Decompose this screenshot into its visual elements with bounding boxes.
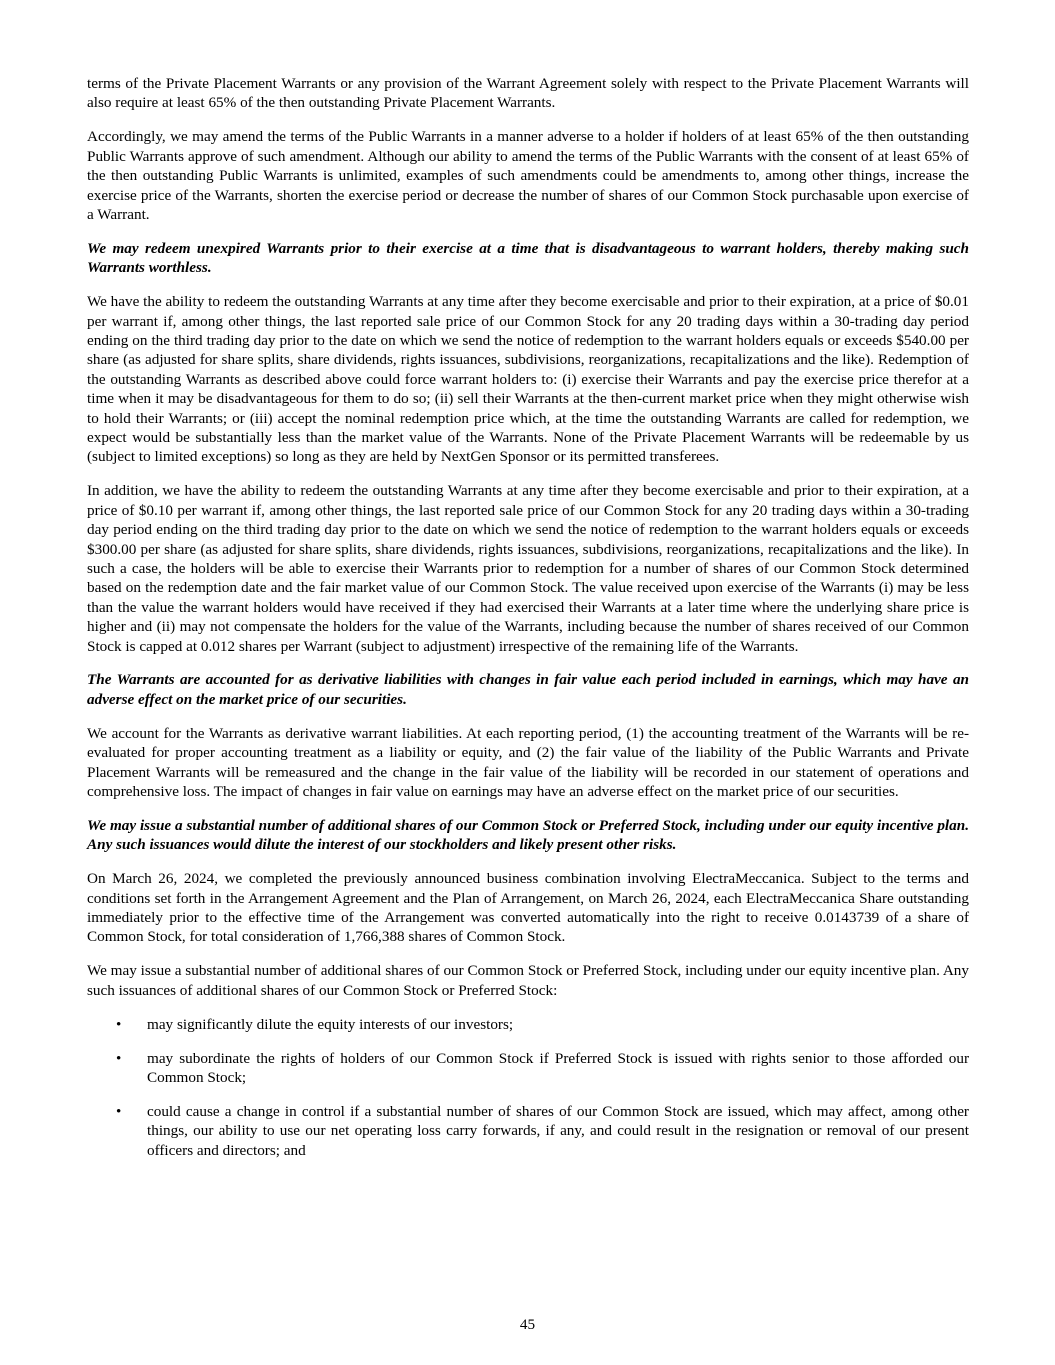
bullet-marker: • <box>116 1049 122 1067</box>
bullet-marker: • <box>116 1015 122 1033</box>
risk-heading-derivative-liabilities: The Warrants are accounted for as derivative liabilities with changes in fair value each period included in earnings, which may have an adverse effect on the market price of our securities. <box>87 671 969 708</box>
issuance-effects-list <box>87 1015 969 1160</box>
paragraph-redemption-001: We have the ability to redeem the outstanding Warrants at any time after they become exercisable and prior to their expiration, at a price of $0.01 per warrant if, among other things, the last reported sale price of our Common Stock for any 20 trading days within a 30-trading day period ending on the third trading day prior to the date on which we send the notice of redemption to the warrant holders equals or exceeds $540.00 per share (as adjusted for share splits, share dividends, rights issuances, subdivisions, reorganizations, recapitalizations and the like). Redemption of the outstanding Warrants as described above could force warrant holders to: (i) exercise their Warrants and pay the exercise price therefor at a time when it may be disadvantageous for them to do so; (ii) sell their Warrants at the then-current market price when they might otherwise wish to hold their Warrants; or (iii) accept the nominal redemption price which, at the time the outstanding Warrants are called for redemption, we expect would be substantially less than the market value of the Warrants. None of the Private Placement Warrants will be redeemable by us (subject to limited exceptions) so long as they are held by NextGen Sponsor or its permitted transferees. <box>87 293 969 466</box>
list-item <box>87 1015 969 1034</box>
document-page <box>87 74 969 1175</box>
list-item-text: may significantly dilute the equity interests of our investors; <box>147 1015 514 1033</box>
risk-heading-share-issuance: We may issue a substantial number of additional shares of our Common Stock or Preferred Stock, including under our equity incentive plan. Any such issuances would dilute the interest of our stockholders and likely present other risks. <box>87 816 969 854</box>
paragraph-public-warrant-amendment: Accordingly, we may amend the terms of the Public Warrants in a manner adverse to a holder if holders of at least 65% of the then outstanding Public Warrants approve of such amendment. Although our ability to amend the terms of the Public Warrants with the consent of at least 65% of the then outstanding Public Warrants is unlimited, examples of such amendments could be amendments to, among other things, increase the exercise price of the Warrants, shorten the exercise period or decrease the number of shares of our Common Stock purchasable upon exercise of a Warrant. <box>87 128 969 223</box>
risk-heading-redeem-warrants: We may redeem unexpired Warrants prior to their exercise at a time that is disadvantageous to warrant holders, thereby making such Warrants worthless. <box>87 239 969 277</box>
paragraph-additional-issuances: We may issue a substantial number of additional shares of our Common Stock or Preferred Stock, including under our equity incentive plan. Any such issuances of additional shares of our Common Stock or Preferred Stock: <box>87 962 969 999</box>
paragraph-redemption-010: In addition, we have the ability to redeem the outstanding Warrants at any time after they become exercisable and prior to their expiration, at a price of $0.10 per warrant if, among other things, the last reported sale price of our Common Stock for any 20 trading days within a 30-trading day period ending on the third trading day prior to the date on which we send the notice of redemption to the warrant holders equals or exceeds $300.00 per share (as adjusted for share splits, share dividends, rights issuances, subdivisions, reorganizations, recapitalizations and the like). In such a case, the holders will be able to exercise their Warrants prior to redemption for a number of shares of our Common Stock determined based on the redemption date and the fair market value of our Common Stock. The value received upon exercise of the Warrants (i) may be less than the value the warrant holders would have received if they had exercised their Warrants at a later time where the underlying share price is higher and (ii) may not compensate the holders for the value of the Warrants, including because the number of shares received of our Common Stock is capped at 0.012 shares per Warrant (subject to adjustment) irrespective of the remaining life of the Warrants. <box>87 482 969 655</box>
list-item <box>87 1102 969 1160</box>
list-item-text: may subordinate the rights of holders of our Common Stock if Preferred Stock is issued with rights senior to those afforded our Common Stock; <box>147 1049 969 1086</box>
list-item <box>87 1049 969 1088</box>
page-number: 45 <box>519 1316 536 1333</box>
list-item-text: could cause a change in control if a substantial number of shares of our Common Stock are issued, which may affect, among other things, our ability to use our net operating loss carry forwards, if any, and could result in the resignation or removal of our present officers and directors; and <box>147 1102 969 1159</box>
bullet-marker: • <box>116 1102 122 1120</box>
paragraph-derivative-accounting: We account for the Warrants as derivative warrant liabilities. At each reporting period, (1) the accounting treatment of the Warrants will be re-evaluated for proper accounting treatment as a liability or equity, and (2) the fair value of the liability of the Public Warrants and Private Placement Warrants will be remeasured and the change in the fair value of the liability will be recorded in our statement of operations and comprehensive loss. The impact of changes in fair value on earnings may have an adverse effect on the market price of our securities. <box>87 724 969 800</box>
paragraph-business-combination: On March 26, 2024, we completed the previously announced business combination involving ElectraMeccanica. Subject to the terms and conditions set forth in the Arrangement Agreement and the Plan of Arrangement, on March 26, 2024, each ElectraMeccanica Share outstanding immediately prior to the effective time of the Arrangement was converted automatically into the right to receive 0.0143739 of a share of Common Stock, for total consideration of 1,766,388 shares of Common Stock. <box>87 870 969 946</box>
paragraph-warrant-amendment-continued: terms of the Private Placement Warrants or any provision of the Warrant Agreement solely with respect to the Private Placement Warrants will also require at least 65% of the then outstanding Private Placement Warrants. <box>87 75 969 112</box>
